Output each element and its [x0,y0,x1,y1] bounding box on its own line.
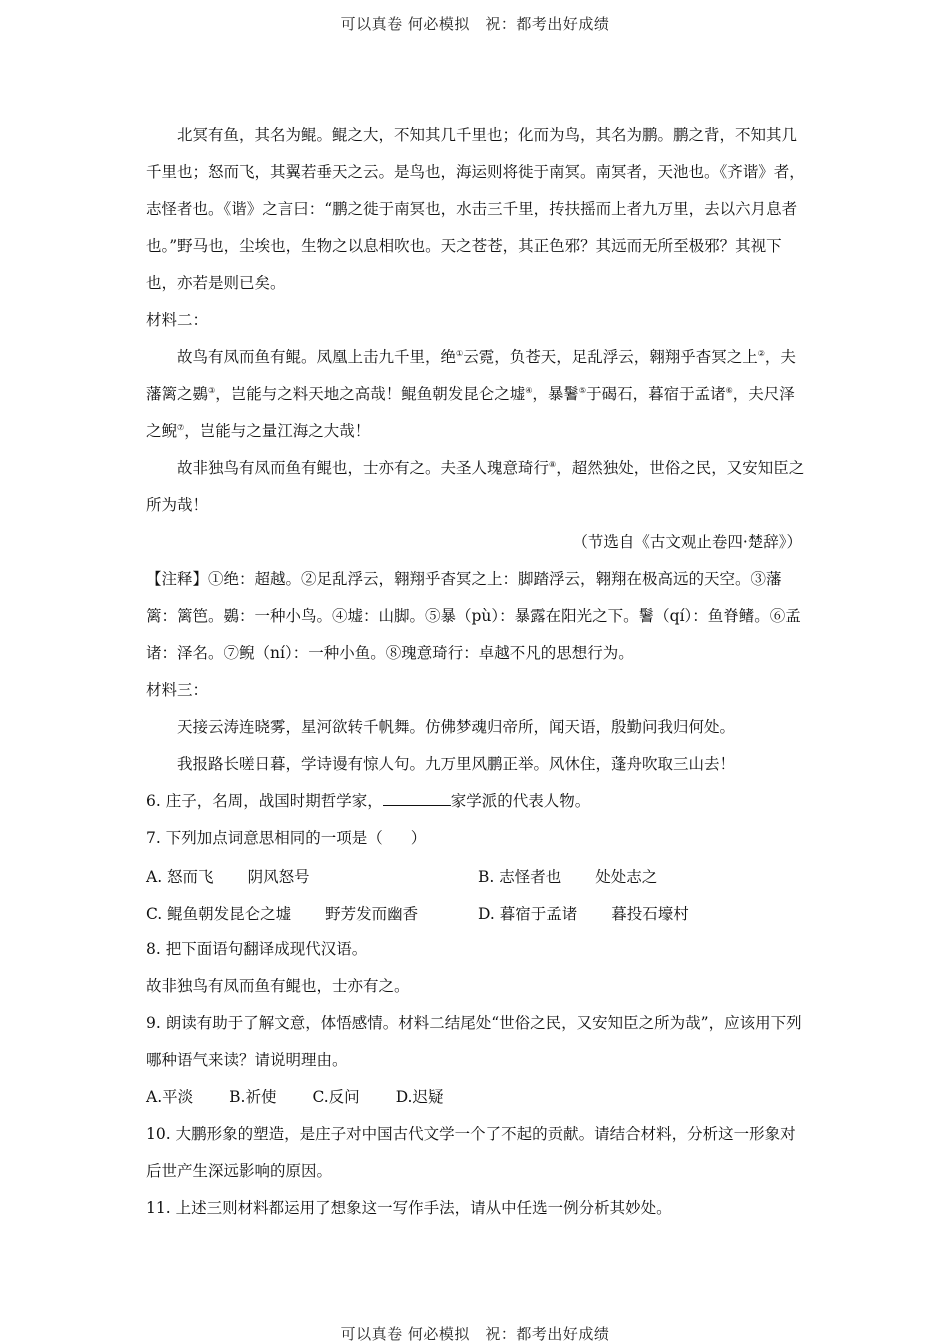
note-marker: ④ [525,385,533,395]
page-footer: 可以真卷 何必模拟 祝：都考出好成绩 [340,1325,610,1343]
page-header: 可以真卷 何必模拟 祝：都考出好成绩 [340,15,610,33]
q7-options-row1 [146,857,810,894]
q7-option-c[interactable]: C. 鲲鱼朝发昆仑之墟 野芳发而幽香 [146,904,419,923]
q9-options [146,1079,810,1116]
material2-paragraph1: 故鸟有凤而鱼有鲲。凤凰上击九千里，绝①云霓，负苍天，足乱浮云，翱翔乎杳冥之上②，夫藩篱之鷃③，岂能与之料天地之高哉！鲲鱼朝发昆仑之墟④，暴鬐⑤于碣石，暮宿于孟诸⑥，夫尺泽之鲵⑦，岂能与之量江海之大哉！ [146,348,796,440]
note-marker: ③ [208,385,216,395]
question-11: 11. 上述三则材料都运用了想象这一写作手法，请从中任选一例分析其妙处。 [146,1199,672,1217]
material2-label: 材料二： [146,311,209,329]
source-citation: （节选自《古文观止卷四·楚辞》） [572,533,802,551]
document-body [146,117,810,1227]
q7-options-row2 [146,894,810,931]
note-marker: ⑥ [725,385,733,395]
note-marker: ⑦ [177,422,185,432]
q7-option-b[interactable]: B. 志怪者也 处处志之 [478,867,658,886]
material2-paragraph2: 故非独鸟有凤而鱼有鲲也，士亦有之。夫圣人瑰意琦行⑧，超然独处，世俗之民，又安知臣之所为哉！ [146,459,805,514]
notes: 【注释】①绝：超越。②足乱浮云，翱翔乎杳冥之上：脚踏浮云，翱翔在极高远的天空。③藩篱：篱笆。鷃：一种小鸟。④墟：山脚。⑤暴（pù）：暴露在阳光之下。鬐（qí）：鱼脊鳍。⑥孟诸：泽名。⑦鲵（ní）：一种小鱼。⑧瑰意琦行：卓越不凡的思想行为。 [146,570,801,662]
q9-option-d[interactable]: D.迟疑 [395,1088,444,1106]
q9-option-b[interactable]: B.祈使 [229,1088,277,1106]
note-marker: ① [456,348,464,358]
question-8: 8. 把下面语句翻译成现代汉语。 [146,940,368,958]
question-7: 7. 下列加点词意思相同的一项是（ ） [146,829,427,847]
q9-option-c[interactable]: C.反问 [312,1088,360,1106]
q8-sentence: 故非独鸟有凤而鱼有鲲也，士亦有之。 [146,977,410,995]
note-marker: ② [757,348,765,358]
material1-paragraph: 北冥有鱼，其名为鲲。鲲之大，不知其几千里也；化而为鸟，其名为鹏。鹏之背，不知其几千里也；怒而飞，其翼若垂天之云。是鸟也，海运则将徙于南冥。南冥者，天池也。《齐谐》者，志怪者也。《谐》之言曰：“鹏之徙于南冥也，水击三千里，抟扶摇而上者九万里，去以六月息者也。”野马也，尘埃也，生物之以息相吹也。天之苍苍，其正色邪？其远而无所至极邪？其视下也，亦若是则已矣。 [146,126,805,292]
material3-line2: 我报路长嗟日暮，学诗谩有惊人句。九万里风鹏正举。风休住，蓬舟吹取三山去！ [177,755,736,773]
material3-label: 材料三： [146,681,209,699]
question-10: 10. 大鹏形象的塑造，是庄子对中国古代文学一个了不起的贡献。请结合材料，分析这一形象对后世产生深远影响的原因。 [146,1125,796,1180]
q9-option-a[interactable]: A.平淡 [146,1088,194,1106]
q7-option-a[interactable]: A. 怒而飞 阴风怒号 [146,867,310,886]
answer-blank[interactable] [383,791,451,806]
note-marker: ⑧ [549,459,557,469]
q7-option-d[interactable]: D. 暮宿于孟诸 暮投石壕村 [478,904,689,923]
question-6: 6. 庄子，名周，战国时期哲学家， 家学派的代表人物。 [146,792,591,810]
note-marker: ⑤ [578,385,587,395]
question-9: 9. 朗读有助于了解文意，体悟感情。材料二结尾处“世俗之民，又安知臣之所为哉”，应该用下列哪种语气来读？请说明理由。 [146,1014,802,1069]
material3-line1: 天接云涛连晓雾，星河欲转千帆舞。仿佛梦魂归帝所，闻天语，殷勤问我归何处。 [177,718,736,736]
notes-label: 【注释】 [146,570,209,588]
